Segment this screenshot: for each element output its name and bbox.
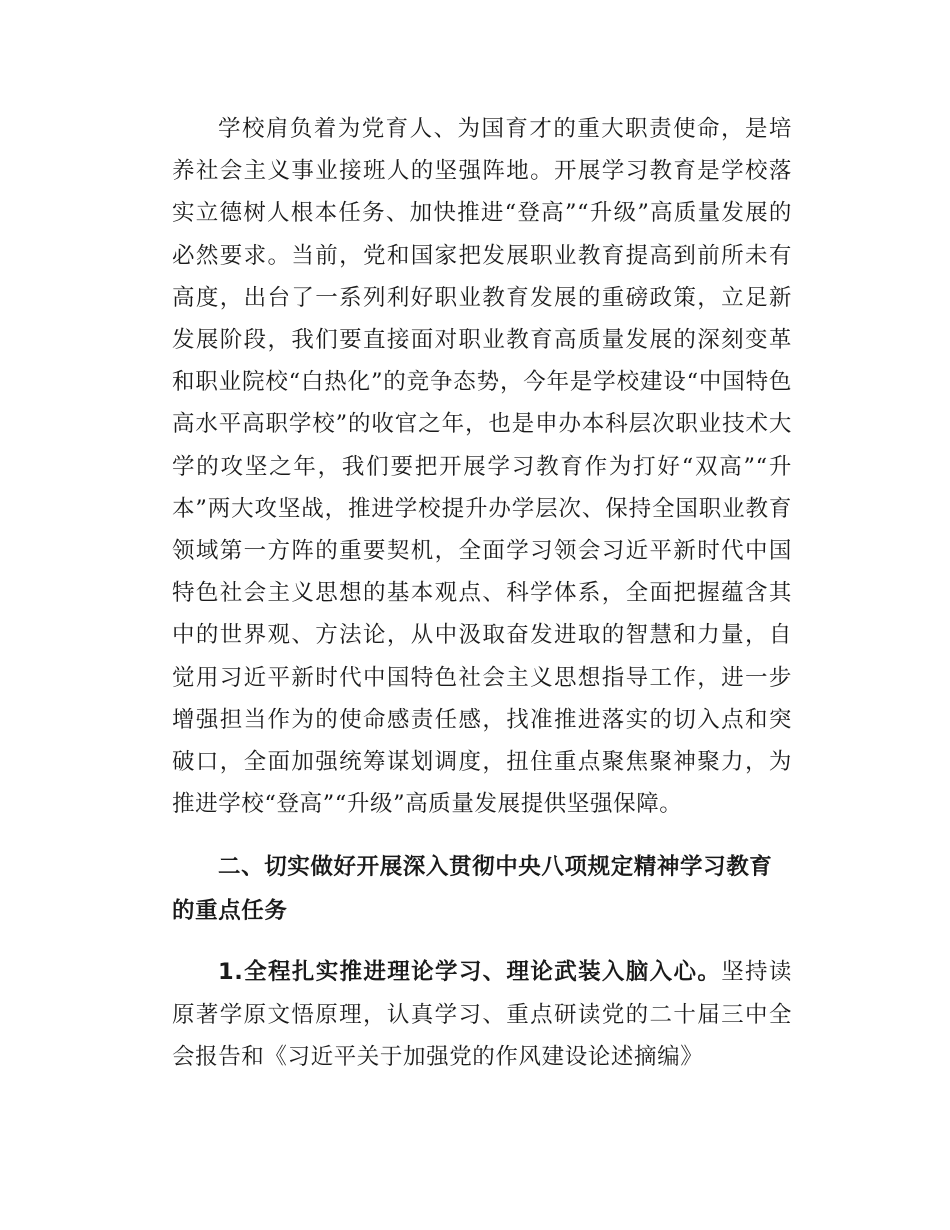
item-body-text: 坚持读原著学原文悟原理，认真学习、重点研读党的二十届三中全会报告和《习近平关于加强党的作风建设论述摘编》	[172, 959, 792, 1070]
item-lead-sentence: 1.全程扎实推进理论学习、理论武装入脑入心。	[218, 959, 722, 986]
body-paragraph: 学校肩负着为党育人、为国育才的重大职责使命，是培养社会主义事业接班人的坚强阵地。开展学习教育是学校落实立德树人根本任务、加快推进“登高”“升级”高质量发展的必然要求。当前，党和国家把发展职业教育提高到前所未有高度，出台了一系列利好职业教育发展的重磅政策，立足新发展阶段，我们要直接面对职业教育高质量发展的深刻变革和职业院校“白热化”的竞争态势，今年是学校建设“中国特色高水平高职学校”的收官之年，也是申办本科层次职业技术大学的攻坚之年，我们要把开展学习教育作为打好“双高”“升本”两大攻坚战，推进学校提升办学层次、保持全国职业教育领域第一方阵的重要契机，全面学习领会习近平新时代中国特色社会主义思想的基本观点、科学体系，全面把握蕴含其中的世界观、方法论，从中汲取奋发进取的智慧和力量，自觉用习近平新时代中国特色社会主义思想指导工作，进一步增强担当作为的使命感责任感，找准推进落实的切入点和突破口，全面加强统筹谋划调度，扭住重点聚焦聚神聚力，为推进学校“登高”“升级”高质量发展提供坚强保障。	[172, 116, 792, 818]
section-heading: 二、切实做好开展深入贯彻中央八项规定精神学习教育的重点任务	[172, 854, 773, 925]
document-page	[172, 108, 792, 1078]
numbered-item-paragraph	[172, 951, 792, 1078]
